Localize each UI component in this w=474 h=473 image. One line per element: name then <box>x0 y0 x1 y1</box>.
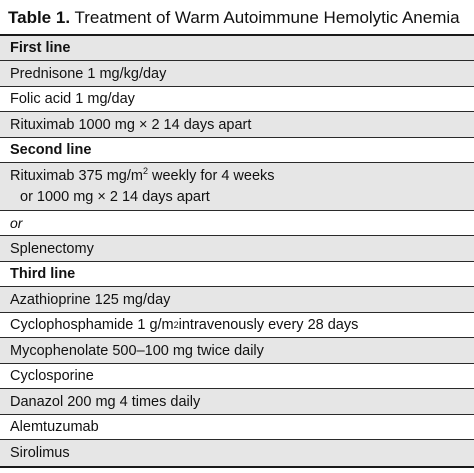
row-splenectomy: Splenectomy <box>0 236 474 262</box>
rituximab-second-line2: or 1000 mg × 2 14 days apart <box>20 189 210 205</box>
row-danazol: Danazol 200 mg 4 times daily <box>0 389 474 415</box>
row-prednisone: Prednisone 1 mg/kg/day <box>0 61 474 87</box>
row-cyclophosphamide: Cyclophosphamide 1 g/m 2 intravenously every 28 days <box>0 313 474 338</box>
row-mycophenolate: Mycophenolate 500–100 mg twice daily <box>0 338 474 364</box>
row-cyclosporine: Cyclosporine <box>0 364 474 389</box>
row-azathioprine: Azathioprine 125 mg/day <box>0 287 474 313</box>
first-line-header: First line <box>0 36 474 61</box>
row-alemtuzumab: Alemtuzumab <box>0 415 474 440</box>
table-caption <box>0 0 474 36</box>
table-label: Table 1. <box>8 8 71 27</box>
row-rituximab-second <box>0 163 474 211</box>
row-folic-acid: Folic acid 1 mg/day <box>0 87 474 112</box>
row-or: or <box>0 211 474 236</box>
third-line-header: Third line <box>0 262 474 287</box>
rituximab-second-line1: Rituximab 375 $mg/m^2$ weekly for 4 weeks <box>10 166 275 184</box>
table-title: Treatment of Warm Autoimmune Hemolytic Anemia <box>70 8 460 27</box>
second-line-header: Second line <box>0 138 474 163</box>
row-rituximab-first: Rituximab 1000 mg × 2 14 days apart <box>0 112 474 138</box>
row-sirolimus: Sirolimus <box>0 440 474 468</box>
